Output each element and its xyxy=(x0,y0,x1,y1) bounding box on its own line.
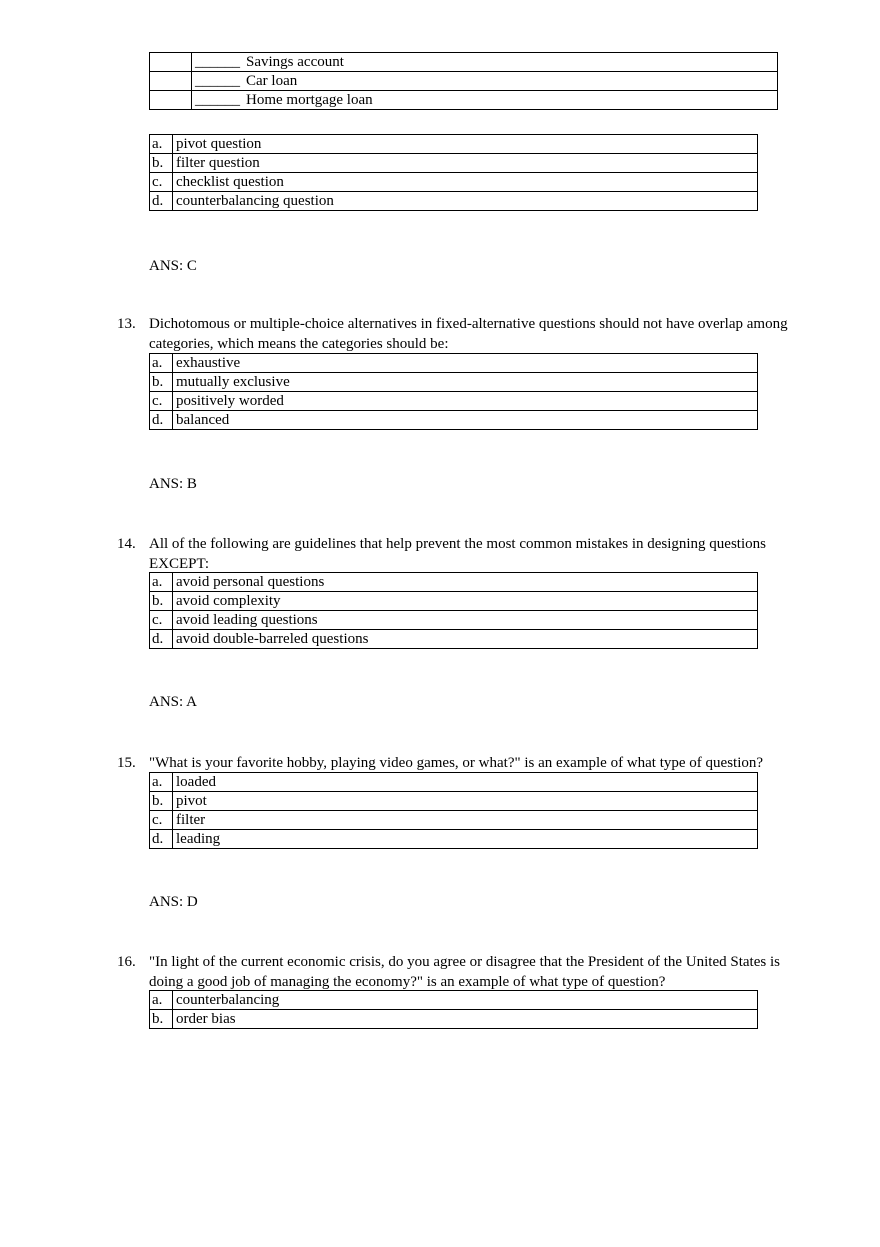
option-label: a. xyxy=(150,135,173,154)
option-text: filter xyxy=(173,811,758,830)
option-label: a. xyxy=(150,573,173,592)
question-number: 16. xyxy=(117,954,136,970)
matching-row xyxy=(150,53,778,72)
answer-key: ANS: C xyxy=(149,258,197,274)
option-row xyxy=(150,991,758,1010)
option-text: avoid leading questions xyxy=(173,611,758,630)
question-14 xyxy=(117,535,817,574)
option-label: c. xyxy=(150,173,173,192)
question-number: 13. xyxy=(117,316,136,332)
option-text: pivot xyxy=(173,792,758,811)
option-text: exhaustive xyxy=(173,354,758,373)
options-table xyxy=(149,772,758,849)
option-text: order bias xyxy=(173,1010,758,1029)
option-label: d. xyxy=(150,830,173,849)
option-row xyxy=(150,1010,758,1029)
options-table xyxy=(149,134,758,211)
option-text: counterbalancing question xyxy=(173,192,758,211)
matching-row xyxy=(150,91,778,110)
option-row xyxy=(150,611,758,630)
question-13 xyxy=(117,315,817,354)
option-row xyxy=(150,630,758,649)
option-row xyxy=(150,192,758,211)
option-row xyxy=(150,411,758,430)
options-table xyxy=(149,990,758,1029)
option-label: c. xyxy=(150,811,173,830)
option-text: balanced xyxy=(173,411,758,430)
option-text: counterbalancing xyxy=(173,991,758,1010)
question-text: "In light of the current economic crisis, do you agree or disagree that the President of the United States is doing a good job of managing the economy?" is an example of what type of question? xyxy=(149,954,780,990)
option-label: a. xyxy=(150,354,173,373)
question-number: 14. xyxy=(117,536,136,552)
option-label: d. xyxy=(150,411,173,430)
question-text: "What is your favorite hobby, playing video games, or what?" is an example of what type of question? xyxy=(149,755,764,771)
answer-blank: ______ xyxy=(195,54,240,70)
option-row xyxy=(150,573,758,592)
option-label: c. xyxy=(150,392,173,411)
options-table xyxy=(149,572,758,649)
matching-table xyxy=(149,52,778,110)
answer-key: ANS: B xyxy=(149,476,197,492)
option-row xyxy=(150,154,758,173)
option-row xyxy=(150,811,758,830)
matching-row xyxy=(150,72,778,91)
question-number: 15. xyxy=(117,755,136,771)
answer-blank: ______ xyxy=(195,92,240,108)
option-text: loaded xyxy=(173,773,758,792)
option-text: avoid complexity xyxy=(173,592,758,611)
answer-blank: ______ xyxy=(195,73,240,89)
option-label: c. xyxy=(150,611,173,630)
matching-empty-cell xyxy=(150,91,192,110)
option-text: avoid double-barreled questions xyxy=(173,630,758,649)
option-row xyxy=(150,173,758,192)
option-row xyxy=(150,392,758,411)
matching-item-text: Savings account xyxy=(246,54,344,70)
option-label: b. xyxy=(150,792,173,811)
matching-item-text: Car loan xyxy=(246,73,298,89)
option-row xyxy=(150,135,758,154)
option-label: d. xyxy=(150,192,173,211)
question-text: All of the following are guidelines that help prevent the most common mistakes in designing questions EXCEPT: xyxy=(149,536,766,572)
answer-key: ANS: D xyxy=(149,894,198,910)
option-label: b. xyxy=(150,592,173,611)
option-text: filter question xyxy=(173,154,758,173)
answer-key: ANS: A xyxy=(149,694,197,710)
option-text: avoid personal questions xyxy=(173,573,758,592)
option-label: b. xyxy=(150,154,173,173)
option-row xyxy=(150,592,758,611)
options-table xyxy=(149,353,758,430)
option-label: b. xyxy=(150,373,173,392)
matching-item-text: Home mortgage loan xyxy=(246,92,373,108)
matching-empty-cell xyxy=(150,53,192,72)
option-row xyxy=(150,354,758,373)
option-text: checklist question xyxy=(173,173,758,192)
question-15 xyxy=(117,754,817,774)
option-label: b. xyxy=(150,1010,173,1029)
question-text: Dichotomous or multiple-choice alternatives in fixed-alternative questions should not have overlap among categories, which means the categories should be: xyxy=(149,316,788,352)
option-label: d. xyxy=(150,630,173,649)
option-label: a. xyxy=(150,773,173,792)
option-text: positively worded xyxy=(173,392,758,411)
option-row xyxy=(150,830,758,849)
matching-item-cell xyxy=(192,72,778,91)
option-row xyxy=(150,792,758,811)
option-label: a. xyxy=(150,991,173,1010)
option-text: pivot question xyxy=(173,135,758,154)
option-row xyxy=(150,773,758,792)
option-text: leading xyxy=(173,830,758,849)
option-row xyxy=(150,373,758,392)
question-16 xyxy=(117,953,817,992)
matching-item-cell xyxy=(192,91,778,110)
matching-item-cell xyxy=(192,53,778,72)
option-text: mutually exclusive xyxy=(173,373,758,392)
matching-empty-cell xyxy=(150,72,192,91)
